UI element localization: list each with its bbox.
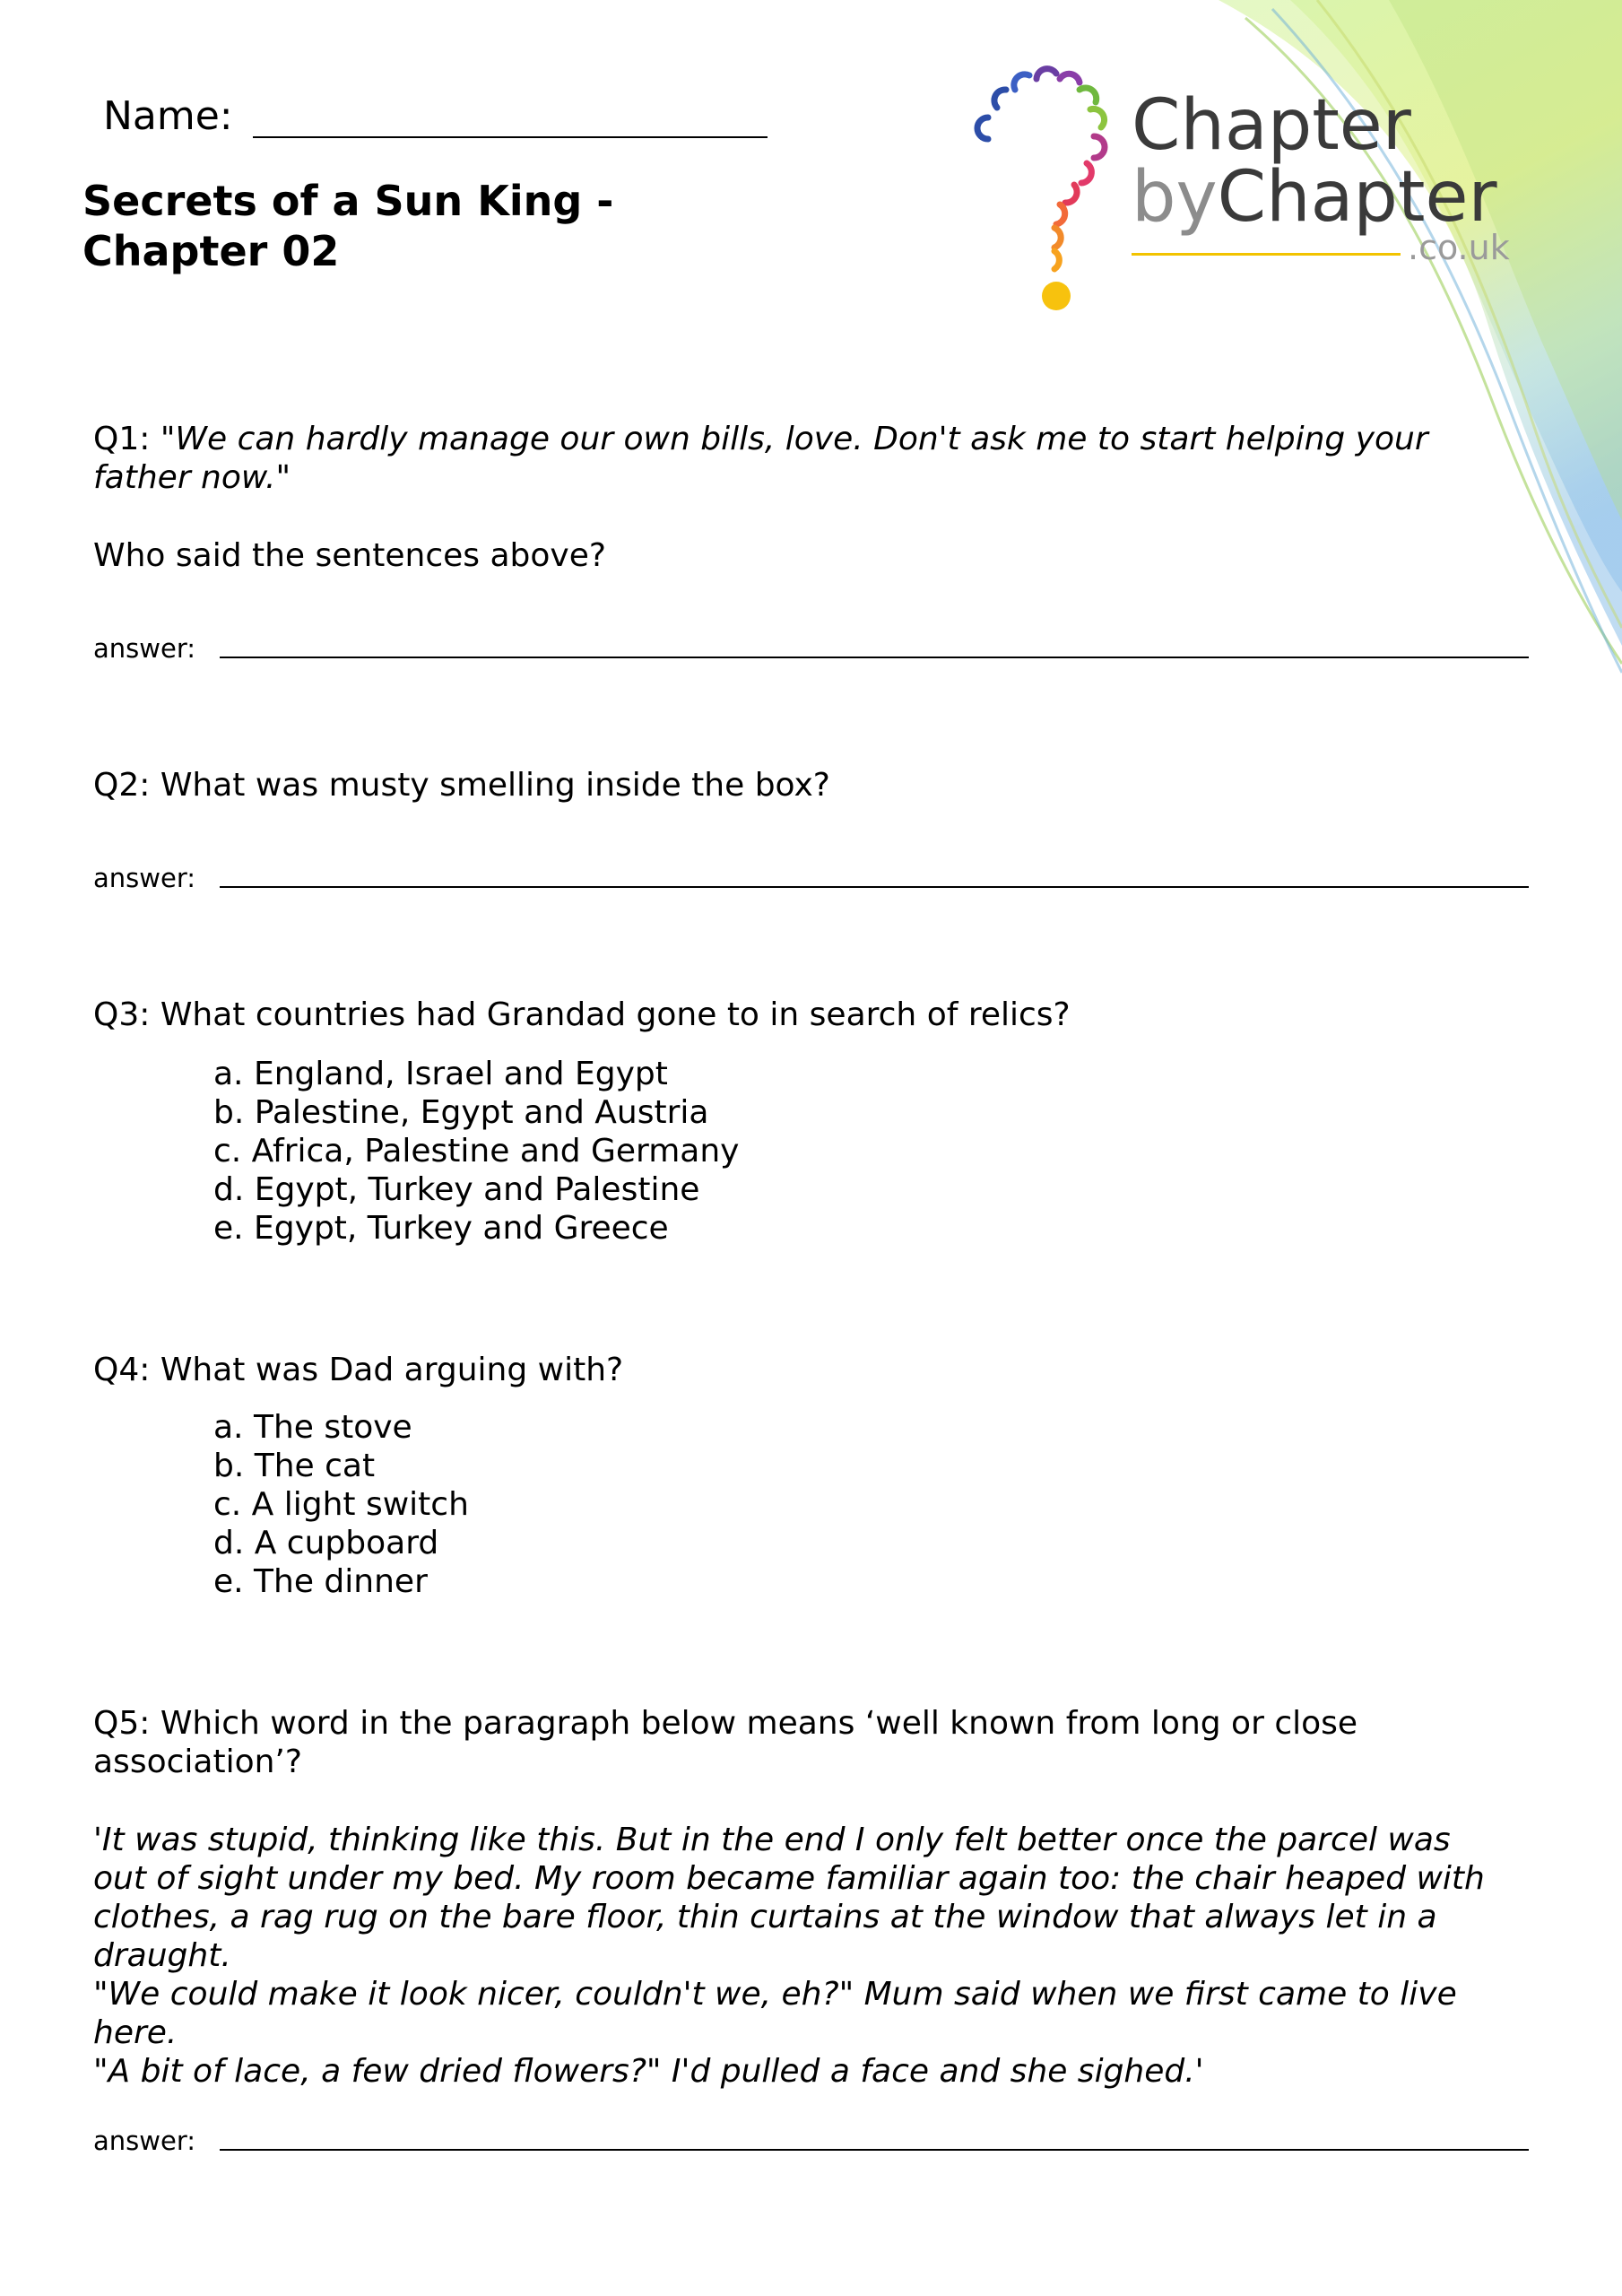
- option-e[interactable]: e. The dinner: [213, 1563, 428, 1600]
- answer-line-q5[interactable]: [220, 2149, 1529, 2151]
- option-c[interactable]: c. A light switch: [213, 1486, 469, 1523]
- question-prompt: Which word in the paragraph below means ‘well known from long or close association’?: [93, 1705, 1358, 1780]
- logo-text-by: by: [1132, 157, 1218, 238]
- option-c[interactable]: c. Africa, Palestine and Germany: [213, 1133, 740, 1170]
- logo-underline: [1132, 253, 1401, 256]
- option-d[interactable]: d. A cupboard: [213, 1525, 439, 1561]
- answer-line-q2[interactable]: [220, 886, 1529, 888]
- paragraph-line: "A bit of lace, a few dried flowers?" I'd pulled a face and she sighed.': [93, 2053, 1204, 2090]
- question-5: [93, 1704, 1438, 1781]
- paragraph-line: "We could make it look nicer, couldn't we, eh?" Mum said when we first came to live here.: [93, 1976, 1457, 2051]
- logo-domain: .co.uk: [1408, 228, 1510, 267]
- logo-text-bychapter: [1132, 157, 1497, 238]
- question-2: [93, 766, 1492, 804]
- option-a[interactable]: a. The stove: [213, 1409, 412, 1446]
- quoted-paragraph: [93, 1821, 1510, 2091]
- logo-text-chapter: Chapter: [1132, 85, 1411, 166]
- question-number: Q3:: [93, 996, 151, 1033]
- question-number: Q2:: [93, 767, 151, 804]
- question-prompt: What was Dad arguing with?: [160, 1352, 624, 1388]
- option-b[interactable]: b. The cat: [213, 1448, 376, 1484]
- option-b[interactable]: b. Palestine, Egypt and Austria: [213, 1094, 709, 1131]
- paragraph-line: 'It was stupid, thinking like this. But in the end I only felt better once the parcel was out of sight under my bed. My room became familiar again too: the chair heaped with clothes, a rag rug on the bare floor, thin curtains at the window that always let in a draught.: [93, 1822, 1485, 1974]
- logo-question-mark-icon: [959, 54, 1121, 314]
- question-number: Q5:: [93, 1705, 151, 1742]
- question-prompt: What countries had Grandad gone to in search of relics?: [160, 996, 1071, 1033]
- name-label: Name:: [103, 93, 233, 139]
- name-field-line[interactable]: [253, 136, 768, 138]
- question-3: [93, 996, 1492, 1034]
- logo-text-chapter-2: Chapter: [1217, 157, 1497, 238]
- question-prompt: What was musty smelling inside the box?: [160, 767, 830, 804]
- worksheet-title: Secrets of a Sun King - Chapter 02: [82, 177, 614, 275]
- options-list-q3: [213, 1055, 739, 1248]
- question-number: Q1:: [93, 421, 151, 457]
- options-list-q4: [213, 1408, 469, 1601]
- question-4: [93, 1351, 1492, 1389]
- answer-label: answer:: [93, 633, 196, 664]
- option-e[interactable]: e. Egypt, Turkey and Greece: [213, 1210, 669, 1247]
- question-number: Q4:: [93, 1352, 151, 1388]
- answer-line-q1[interactable]: [220, 657, 1529, 658]
- option-a[interactable]: a. England, Israel and Egypt: [213, 1056, 668, 1092]
- answer-label: answer:: [93, 2126, 196, 2156]
- question-quote: "We can hardly manage our own bills, love. Don't ask me to start helping your father now.": [93, 421, 1428, 496]
- question-1: [93, 420, 1492, 497]
- answer-label: answer:: [93, 863, 196, 893]
- option-d[interactable]: d. Egypt, Turkey and Palestine: [213, 1171, 700, 1208]
- question-1-prompt: Who said the sentences above?: [93, 537, 606, 574]
